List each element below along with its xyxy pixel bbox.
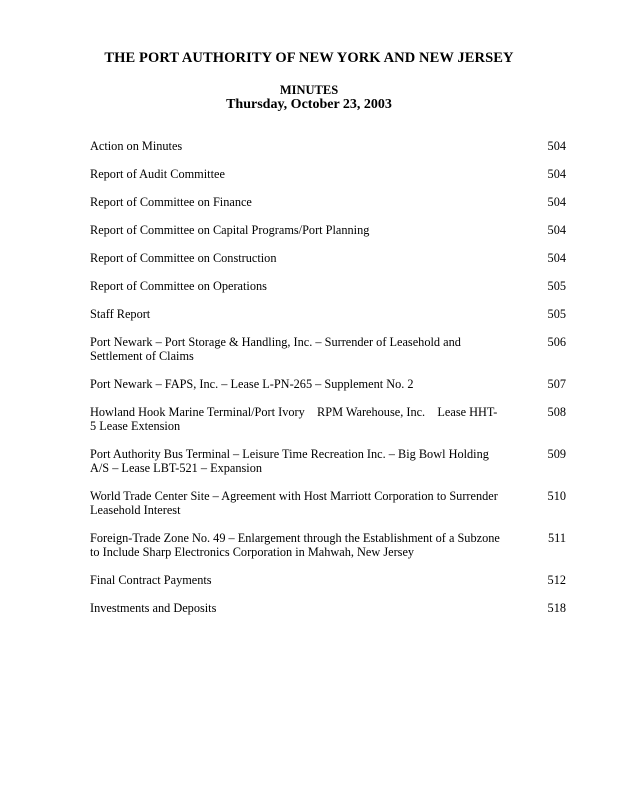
toc-entry-page: 510 [547, 489, 566, 503]
toc-entry [90, 377, 566, 391]
toc-entry-title: Report of Audit Committee [90, 167, 225, 181]
toc-entry [90, 601, 566, 615]
toc-entry-title: Action on Minutes [90, 139, 183, 153]
toc-entry [90, 447, 566, 475]
toc-entry-title: Report of Committee on Operations [90, 279, 267, 293]
toc-entry-page: 504 [547, 251, 566, 265]
toc-entry-page: 506 [547, 335, 566, 349]
document-subtitle: MINUTES [279, 83, 339, 97]
toc-entry [90, 223, 566, 237]
toc-entry-page: 511 [548, 531, 566, 545]
toc-entry-page: 508 [547, 405, 566, 419]
document-title: THE PORT AUTHORITY OF NEW YORK AND NEW JERSEY [104, 50, 514, 66]
toc-entry-title: World Trade Center Site – Agreement with Host Marriott Corporation to Surrender Leasehold Interest [90, 489, 498, 517]
toc-entry-page: 509 [547, 447, 566, 461]
toc-entry-page: 504 [547, 167, 566, 181]
toc-entry-page: 504 [547, 139, 566, 153]
toc-entry [90, 279, 566, 293]
toc-entry-page: 504 [547, 223, 566, 237]
toc-entry [90, 573, 566, 587]
toc-entry [90, 307, 566, 321]
toc-entry-page: 505 [547, 307, 566, 321]
toc-entry-title: Report of Committee on Finance [90, 195, 252, 209]
toc-entry [90, 335, 566, 363]
toc-entry-title: Howland Hook Marine Terminal/Port Ivory RPM Warehouse, Inc. Lease HHT-5 Lease Extension [90, 405, 498, 433]
toc-entry-page: 505 [547, 279, 566, 293]
toc-entry-title: Port Authority Bus Terminal – Leisure Time Recreation Inc. – Big Bowl Holding A/S – Lease LBT-521 – Expansion [90, 447, 489, 475]
toc-entry-page: 512 [547, 573, 566, 587]
toc-entry-title: Foreign-Trade Zone No. 49 – Enlargement through the Establishment of a Subzone to Include Sharp Electronics Corporation in Mahwah, New Jersey [90, 531, 500, 559]
toc-entry [90, 489, 566, 517]
toc-entry-title: Report of Committee on Capital Programs/Port Planning [90, 223, 370, 237]
toc-entry-title: Port Newark – Port Storage & Handling, Inc. – Surrender of Leasehold and Settlement of Claims [90, 335, 461, 363]
toc-entry-page: 504 [547, 195, 566, 209]
toc-entry-title: Final Contract Payments [90, 573, 212, 587]
toc-entry [90, 251, 566, 265]
toc-entry-page: 518 [547, 601, 566, 615]
toc-entry [90, 531, 566, 559]
table-of-contents [90, 139, 566, 615]
toc-entry [90, 139, 566, 153]
toc-entry [90, 167, 566, 181]
meeting-date: Thursday, October 23, 2003 [226, 97, 392, 112]
toc-entry-title: Port Newark – FAPS, Inc. – Lease L-PN-265 – Supplement No. 2 [90, 377, 414, 391]
toc-entry-page: 507 [547, 377, 566, 391]
toc-entry-title: Staff Report [90, 307, 151, 321]
toc-entry [90, 405, 566, 433]
toc-entry-title: Investments and Deposits [90, 601, 217, 615]
toc-entry [90, 195, 566, 209]
toc-entry-title: Report of Committee on Construction [90, 251, 277, 265]
